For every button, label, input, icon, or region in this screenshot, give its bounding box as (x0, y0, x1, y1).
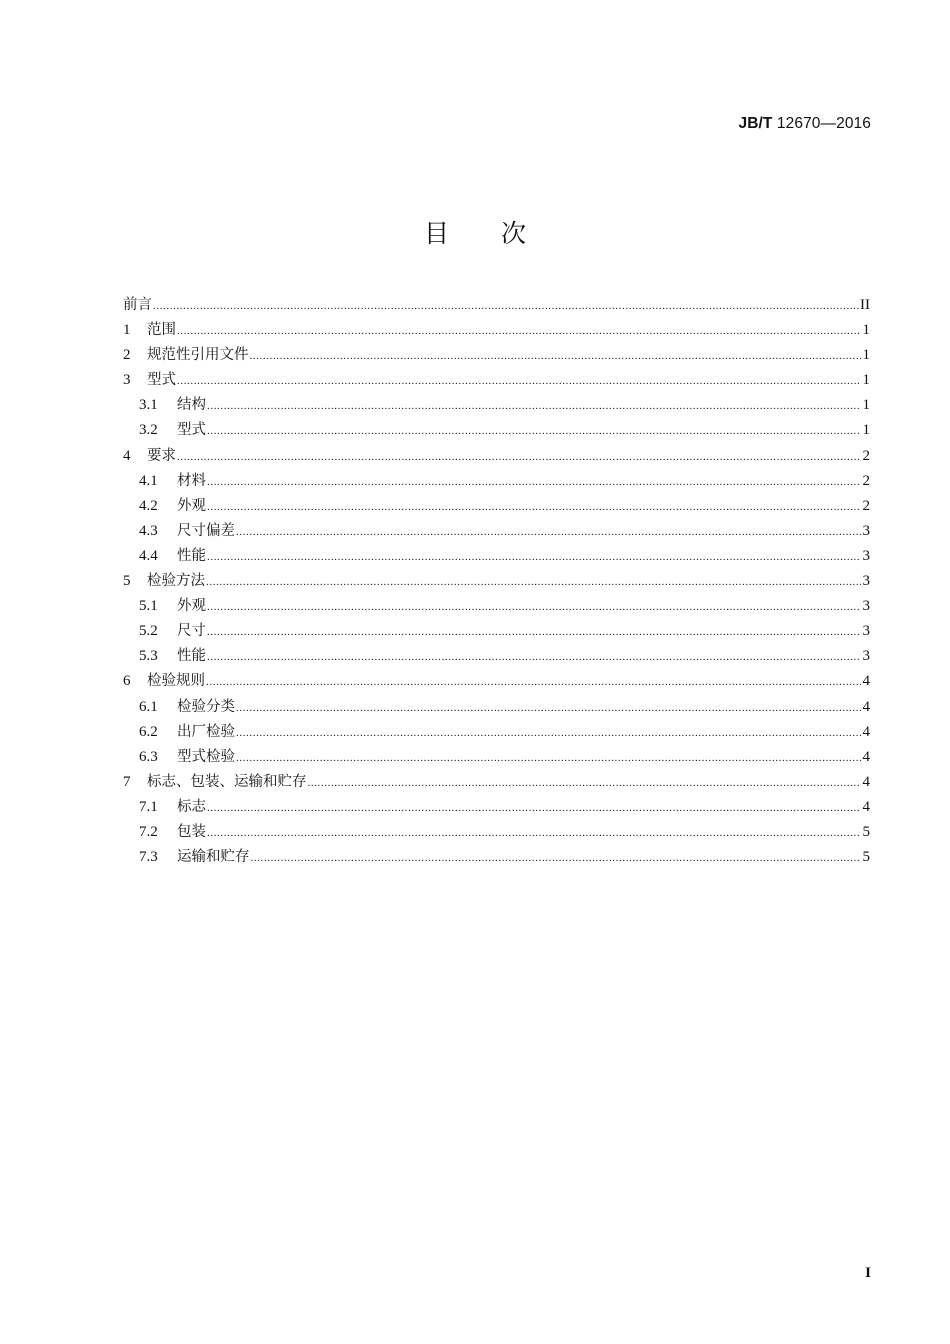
toc-entry-page: 2 (862, 472, 870, 489)
toc-dot-leader (177, 445, 861, 470)
toc-entry-label: 外观 (177, 598, 206, 615)
toc-entry-page: 1 (862, 422, 870, 439)
toc-entry-number: 6.1 (139, 698, 158, 715)
toc-entry-number: 5.3 (139, 648, 158, 665)
toc-entry-page: 3 (862, 623, 870, 640)
toc-entry-label: 运输和贮存 (177, 849, 250, 866)
toc-dot-leader (207, 796, 861, 821)
toc-entry-page: 1 (862, 322, 870, 339)
toc-entry[interactable] (123, 594, 870, 619)
toc-title-char-1: 目 (423, 219, 449, 248)
toc-entry[interactable] (123, 293, 870, 318)
toc-dot-leader (207, 470, 861, 495)
toc-entry-number: 3.1 (139, 397, 158, 414)
toc-entry-page: 5 (862, 849, 870, 866)
toc-entry[interactable] (123, 845, 870, 870)
standard-code (739, 115, 872, 133)
toc-title-char-2: 次 (501, 219, 527, 248)
toc-dot-leader (206, 570, 861, 595)
toc-dot-leader (250, 344, 862, 369)
toc-entry-label: 型式检验 (177, 748, 235, 765)
toc-entry-label: 材料 (177, 472, 206, 489)
toc-entry-number: 4 (123, 447, 131, 464)
toc-entry-page: 4 (862, 698, 870, 715)
toc-entry[interactable] (123, 795, 870, 820)
toc-entry-page: 1 (862, 372, 870, 389)
toc-dot-leader (207, 821, 861, 846)
toc-dot-leader (207, 645, 861, 670)
toc-entry[interactable] (123, 619, 870, 644)
toc-entry-page: 1 (862, 347, 870, 364)
toc-dot-leader (308, 771, 862, 796)
standard-code-number: 12670—2016 (772, 115, 871, 132)
toc-dot-leader (236, 746, 861, 771)
page-number: I (865, 1265, 871, 1281)
toc-entry[interactable] (123, 519, 870, 544)
toc-entry[interactable] (123, 318, 870, 343)
toc-entry-page: 2 (862, 447, 870, 464)
toc-entry-number: 4.2 (139, 497, 158, 514)
toc-dot-leader (207, 495, 861, 520)
toc-entry-page: II (860, 297, 870, 313)
toc-entry-page: 3 (862, 598, 870, 615)
toc-entry-label: 检验分类 (177, 698, 235, 715)
toc-entry-number: 7.2 (139, 823, 158, 840)
toc-entry[interactable] (123, 418, 870, 443)
toc-entry-number: 7 (123, 773, 131, 790)
toc-entry-label: 外观 (177, 497, 206, 514)
toc-entry-label: 出厂检验 (177, 723, 235, 740)
toc-dot-leader (236, 721, 861, 746)
toc-entry-page: 4 (862, 673, 870, 690)
toc-entry[interactable] (123, 469, 870, 494)
toc-entry-number: 4.1 (139, 472, 158, 489)
toc-entry-label: 前言 (123, 297, 152, 313)
toc-entry[interactable] (123, 720, 870, 745)
toc-entry-page: 4 (862, 723, 870, 740)
standard-code-prefix: JB/T (738, 115, 773, 132)
toc-entry[interactable] (123, 669, 870, 694)
toc-dot-leader (207, 595, 861, 620)
toc-entry[interactable] (123, 343, 870, 368)
toc-entry-number: 6 (123, 673, 131, 690)
toc-entry[interactable] (123, 393, 870, 418)
toc-entry-page: 4 (862, 773, 870, 790)
toc-entry-number: 4.4 (139, 547, 158, 564)
toc-entry-label: 型式 (147, 372, 176, 389)
toc-dot-leader (206, 670, 861, 695)
toc-entry[interactable] (123, 544, 870, 569)
toc-entry-number: 6.2 (139, 723, 158, 740)
toc-dot-leader (207, 620, 861, 645)
toc-entry-label: 检验方法 (147, 573, 205, 590)
toc-entry-number: 4.3 (139, 522, 158, 539)
toc-entry-page: 4 (862, 798, 870, 815)
toc-entry-label: 包装 (177, 823, 206, 840)
toc-dot-leader (207, 394, 861, 419)
toc-entry[interactable] (123, 494, 870, 519)
toc-entry-number: 2 (123, 347, 131, 364)
toc-entry[interactable] (123, 368, 870, 393)
toc-entry-page: 3 (862, 573, 870, 590)
toc-entry-number: 7.3 (139, 849, 158, 866)
toc-dot-leader (177, 369, 861, 394)
toc-entry-label: 尺寸 (177, 623, 206, 640)
toc-list (123, 293, 870, 870)
toc-entry[interactable] (123, 695, 870, 720)
toc-entry-page: 3 (862, 648, 870, 665)
toc-entry[interactable] (123, 644, 870, 669)
toc-entry[interactable] (123, 444, 870, 469)
toc-entry-page: 1 (862, 397, 870, 414)
toc-dot-leader (207, 419, 861, 444)
toc-entry-number: 5 (123, 573, 131, 590)
toc-entry-number: 5.2 (139, 623, 158, 640)
toc-entry[interactable] (123, 820, 870, 845)
toc-entry-page: 3 (862, 547, 870, 564)
toc-dot-leader (236, 520, 861, 545)
toc-entry-page: 3 (862, 522, 870, 539)
toc-entry-label: 标志 (177, 798, 206, 815)
toc-entry-label: 检验规则 (147, 673, 205, 690)
toc-entry-label: 规范性引用文件 (147, 347, 249, 364)
toc-entry-label: 型式 (177, 422, 206, 439)
toc-entry-number: 5.1 (139, 598, 158, 615)
toc-dot-leader (236, 696, 861, 721)
toc-dot-leader (153, 294, 859, 319)
toc-entry-label: 结构 (177, 397, 206, 414)
toc-entry-label: 标志、包装、运输和贮存 (147, 773, 307, 790)
toc-entry-number: 6.3 (139, 748, 158, 765)
toc-entry-label: 性能 (177, 547, 206, 564)
toc-entry-page: 5 (862, 823, 870, 840)
toc-entry[interactable] (123, 770, 870, 795)
toc-dot-leader (207, 545, 861, 570)
toc-entry-label: 要求 (147, 447, 176, 464)
toc-entry[interactable] (123, 569, 870, 594)
toc-entry-label: 尺寸偏差 (177, 522, 235, 539)
toc-dot-leader (251, 846, 862, 871)
toc-title (0, 214, 950, 250)
toc-entry[interactable] (123, 745, 870, 770)
toc-entry-page: 2 (862, 497, 870, 514)
toc-dot-leader (177, 319, 861, 344)
toc-entry-number: 3.2 (139, 422, 158, 439)
toc-entry-label: 范围 (147, 322, 176, 339)
toc-entry-page: 4 (862, 748, 870, 765)
toc-entry-number: 7.1 (139, 798, 158, 815)
toc-entry-label: 性能 (177, 648, 206, 665)
toc-entry-number: 1 (123, 322, 131, 339)
toc-entry-number: 3 (123, 372, 131, 389)
